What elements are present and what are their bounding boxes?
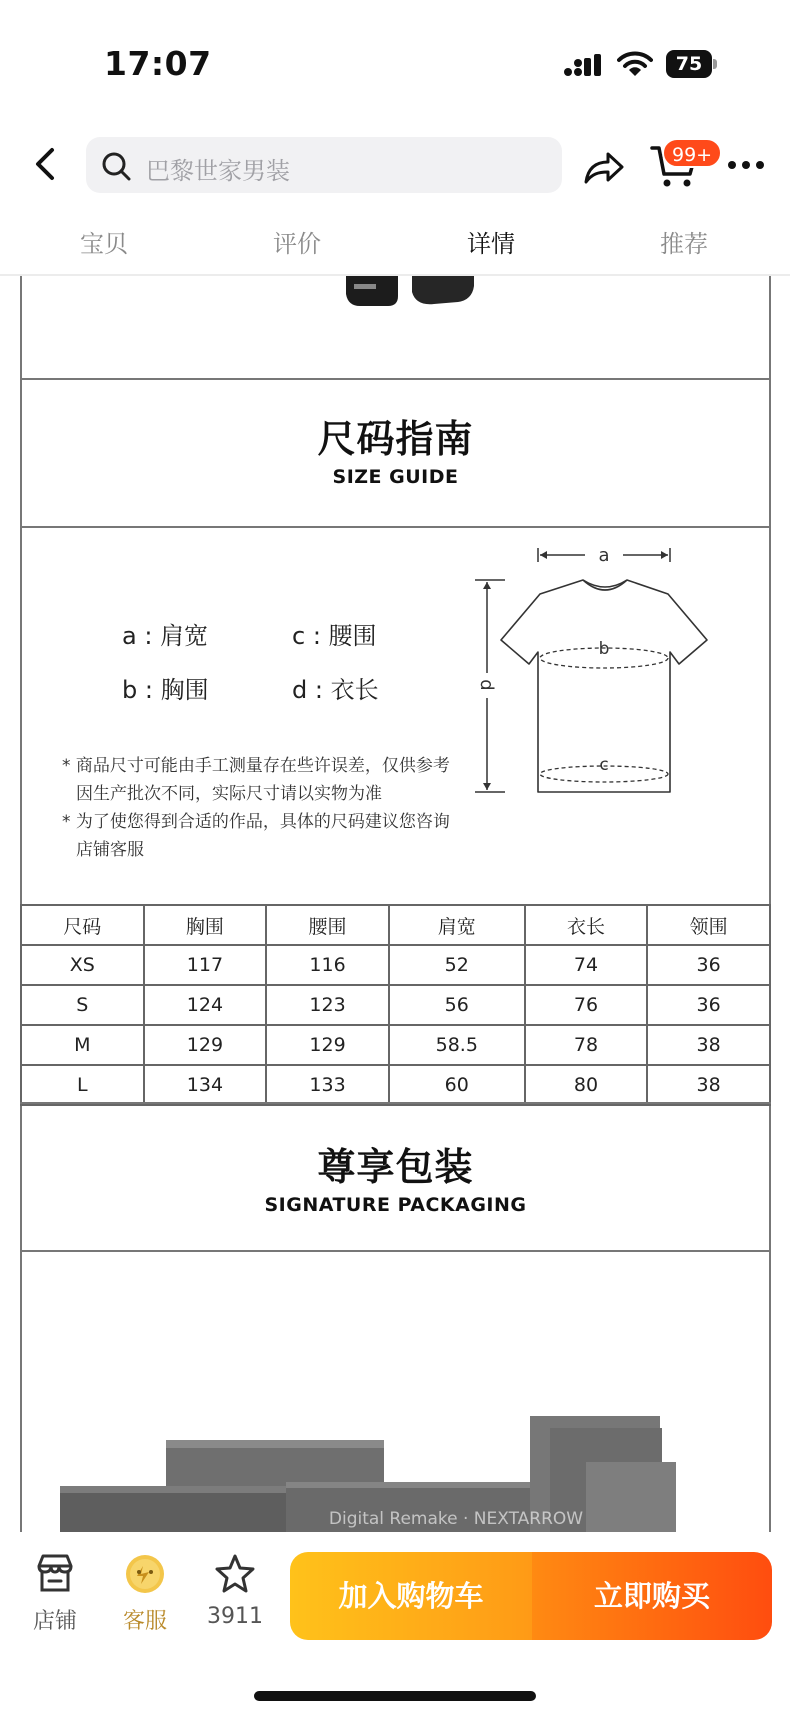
more-options-icon[interactable] xyxy=(726,158,766,172)
star-icon xyxy=(213,1552,257,1596)
customer-service-button[interactable] xyxy=(110,1552,180,1635)
customer-service-icon xyxy=(123,1552,167,1596)
size-table xyxy=(20,904,771,1106)
tab-reviews[interactable]: 评价 xyxy=(273,230,321,258)
status-time: 17:07 xyxy=(104,44,212,83)
table-cell: 80 xyxy=(525,1065,648,1105)
customer-service-label: 客服 xyxy=(122,1609,167,1634)
size-guide-title: 尺码指南 xyxy=(317,417,474,461)
table-cell: 134 xyxy=(144,1065,267,1105)
cart-badge: 99+ xyxy=(662,138,722,168)
label-b: b xyxy=(598,639,610,659)
section-divider xyxy=(20,1102,771,1104)
cellular-signal-icon xyxy=(563,54,603,78)
table-header: 衣长 xyxy=(525,905,648,945)
table-cell: 38 xyxy=(647,1065,770,1105)
table-cell: 36 xyxy=(647,945,770,985)
favorite-button[interactable] xyxy=(200,1552,270,1629)
section-divider xyxy=(20,378,771,380)
bottom-action-bar xyxy=(0,1532,790,1718)
search-icon xyxy=(100,150,132,182)
table-cell: M xyxy=(21,1025,144,1065)
battery-icon xyxy=(666,50,718,78)
table-cell: 123 xyxy=(266,985,389,1025)
packaging-title: 尊享包装 xyxy=(317,1145,474,1189)
label-d: d xyxy=(476,679,497,691)
table-cell: 133 xyxy=(266,1065,389,1105)
product-image-shoe xyxy=(332,276,492,306)
table-header: 领围 xyxy=(647,905,770,945)
search-placeholder: 巴黎世家男装 xyxy=(146,157,290,185)
home-indicator[interactable] xyxy=(254,1691,536,1701)
table-cell: 60 xyxy=(389,1065,525,1105)
note-line: 店铺客服 xyxy=(76,840,144,860)
search-bar[interactable] xyxy=(86,137,562,193)
table-header: 腰围 xyxy=(266,905,389,945)
table-header-row xyxy=(21,905,770,945)
tab-item[interactable]: 宝贝 xyxy=(80,230,128,258)
back-arrow-icon[interactable] xyxy=(30,146,60,182)
table-cell: 117 xyxy=(144,945,267,985)
watermark-line: Digital Remake · NEXTARROW xyxy=(328,1509,584,1529)
legend-waist: c : 腰围 xyxy=(292,622,377,650)
table-cell: 76 xyxy=(525,985,648,1025)
table-cell: 38 xyxy=(647,1025,770,1065)
label-c: c xyxy=(599,755,609,775)
table-row xyxy=(21,1025,770,1065)
table-cell: L xyxy=(21,1065,144,1105)
table-cell: 124 xyxy=(144,985,267,1025)
buy-now-button[interactable]: 立即购买 xyxy=(532,1552,772,1640)
note-line: 因生产批次不同，实际尺寸请以实物为准 xyxy=(76,784,382,804)
section-divider xyxy=(20,1250,771,1252)
size-guide-subtitle: SIZE GUIDE xyxy=(332,466,459,488)
table-header: 尺码 xyxy=(21,905,144,945)
table-cell: 74 xyxy=(525,945,648,985)
note-line: * 为了使您得到合适的作品，具体的尺码建议您咨询 xyxy=(62,812,450,832)
status-bar xyxy=(0,0,790,120)
table-cell: 36 xyxy=(647,985,770,1025)
section-divider xyxy=(20,526,771,528)
add-to-cart-button[interactable]: 加入购物车 xyxy=(290,1552,532,1640)
legend-chest: b : 胸围 xyxy=(122,676,209,704)
table-row xyxy=(21,1065,770,1105)
tab-details[interactable]: 详情 xyxy=(467,230,515,258)
store-label: 店铺 xyxy=(32,1609,77,1634)
wifi-icon xyxy=(617,50,653,78)
favorite-count: 3911 xyxy=(207,1604,263,1629)
table-cell: 78 xyxy=(525,1025,648,1065)
table-cell: 116 xyxy=(266,945,389,985)
table-cell: 56 xyxy=(389,985,525,1025)
store-icon xyxy=(33,1552,77,1596)
legend-length: d : 衣长 xyxy=(292,676,379,704)
tab-recommend[interactable]: 推荐 xyxy=(660,230,708,258)
table-cell: XS xyxy=(21,945,144,985)
table-cell: S xyxy=(21,985,144,1025)
legend-shoulder: a : 肩宽 xyxy=(122,622,209,650)
battery-level: 75 xyxy=(666,50,712,78)
detail-content xyxy=(20,276,771,1532)
note-line: * 商品尺寸可能由手工测量存在些许误差，仅供参考 xyxy=(62,756,450,776)
detail-tabs xyxy=(0,218,790,272)
share-icon[interactable] xyxy=(582,148,626,186)
table-cell: 129 xyxy=(144,1025,267,1065)
table-header: 胸围 xyxy=(144,905,267,945)
label-a: a xyxy=(598,548,610,566)
table-row xyxy=(21,945,770,985)
table-row xyxy=(21,985,770,1025)
table-cell: 58.5 xyxy=(389,1025,525,1065)
packaging-subtitle: SIGNATURE PACKAGING xyxy=(264,1194,527,1216)
tshirt-measurement-diagram xyxy=(475,548,771,808)
store-button[interactable] xyxy=(20,1552,90,1635)
table-header: 肩宽 xyxy=(389,905,525,945)
table-cell: 129 xyxy=(266,1025,389,1065)
table-cell: 52 xyxy=(389,945,525,985)
